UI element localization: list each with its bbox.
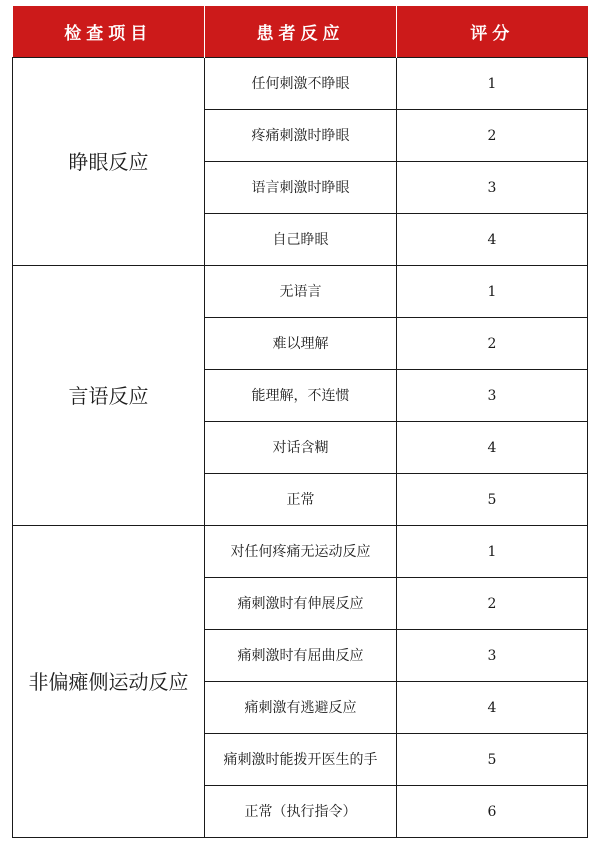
score-cell: 1 xyxy=(397,266,588,318)
scoring-table xyxy=(12,6,588,838)
response-cell: 无语言 xyxy=(205,266,397,318)
section-item-motor: 非偏瘫侧运动反应 xyxy=(13,526,205,838)
response-cell: 痛刺激时能拨开医生的手 xyxy=(205,734,397,786)
score-cell: 5 xyxy=(397,734,588,786)
score-cell: 5 xyxy=(397,474,588,526)
score-cell: 2 xyxy=(397,318,588,370)
score-cell: 4 xyxy=(397,214,588,266)
table-body xyxy=(13,58,588,838)
response-cell: 疼痛刺激时睁眼 xyxy=(205,110,397,162)
score-cell: 1 xyxy=(397,526,588,578)
table-row xyxy=(13,266,588,318)
table-row xyxy=(13,58,588,110)
response-cell: 对话含糊 xyxy=(205,422,397,474)
table-row xyxy=(13,526,588,578)
score-cell: 2 xyxy=(397,110,588,162)
section-item-eye: 睁眼反应 xyxy=(13,58,205,266)
score-cell: 4 xyxy=(397,422,588,474)
response-cell: 痛刺激时有屈曲反应 xyxy=(205,630,397,682)
response-cell: 语言刺激时睁眼 xyxy=(205,162,397,214)
response-cell: 正常 xyxy=(205,474,397,526)
score-cell: 3 xyxy=(397,630,588,682)
score-cell: 3 xyxy=(397,370,588,422)
header-item: 检查项目 xyxy=(13,6,205,58)
header-score: 评分 xyxy=(397,6,588,58)
score-cell: 4 xyxy=(397,682,588,734)
response-cell: 能理解，不连惯 xyxy=(205,370,397,422)
response-cell: 自己睁眼 xyxy=(205,214,397,266)
response-cell: 正常（执行指令） xyxy=(205,786,397,838)
score-cell: 3 xyxy=(397,162,588,214)
section-item-verbal: 言语反应 xyxy=(13,266,205,526)
response-cell: 痛刺激有逃避反应 xyxy=(205,682,397,734)
score-cell: 6 xyxy=(397,786,588,838)
response-cell: 任何刺激不睁眼 xyxy=(205,58,397,110)
header-response: 患者反应 xyxy=(205,6,397,58)
response-cell: 难以理解 xyxy=(205,318,397,370)
response-cell: 痛刺激时有伸展反应 xyxy=(205,578,397,630)
response-cell: 对任何疼痛无运动反应 xyxy=(205,526,397,578)
score-cell: 2 xyxy=(397,578,588,630)
score-cell: 1 xyxy=(397,58,588,110)
header-row xyxy=(13,6,588,58)
